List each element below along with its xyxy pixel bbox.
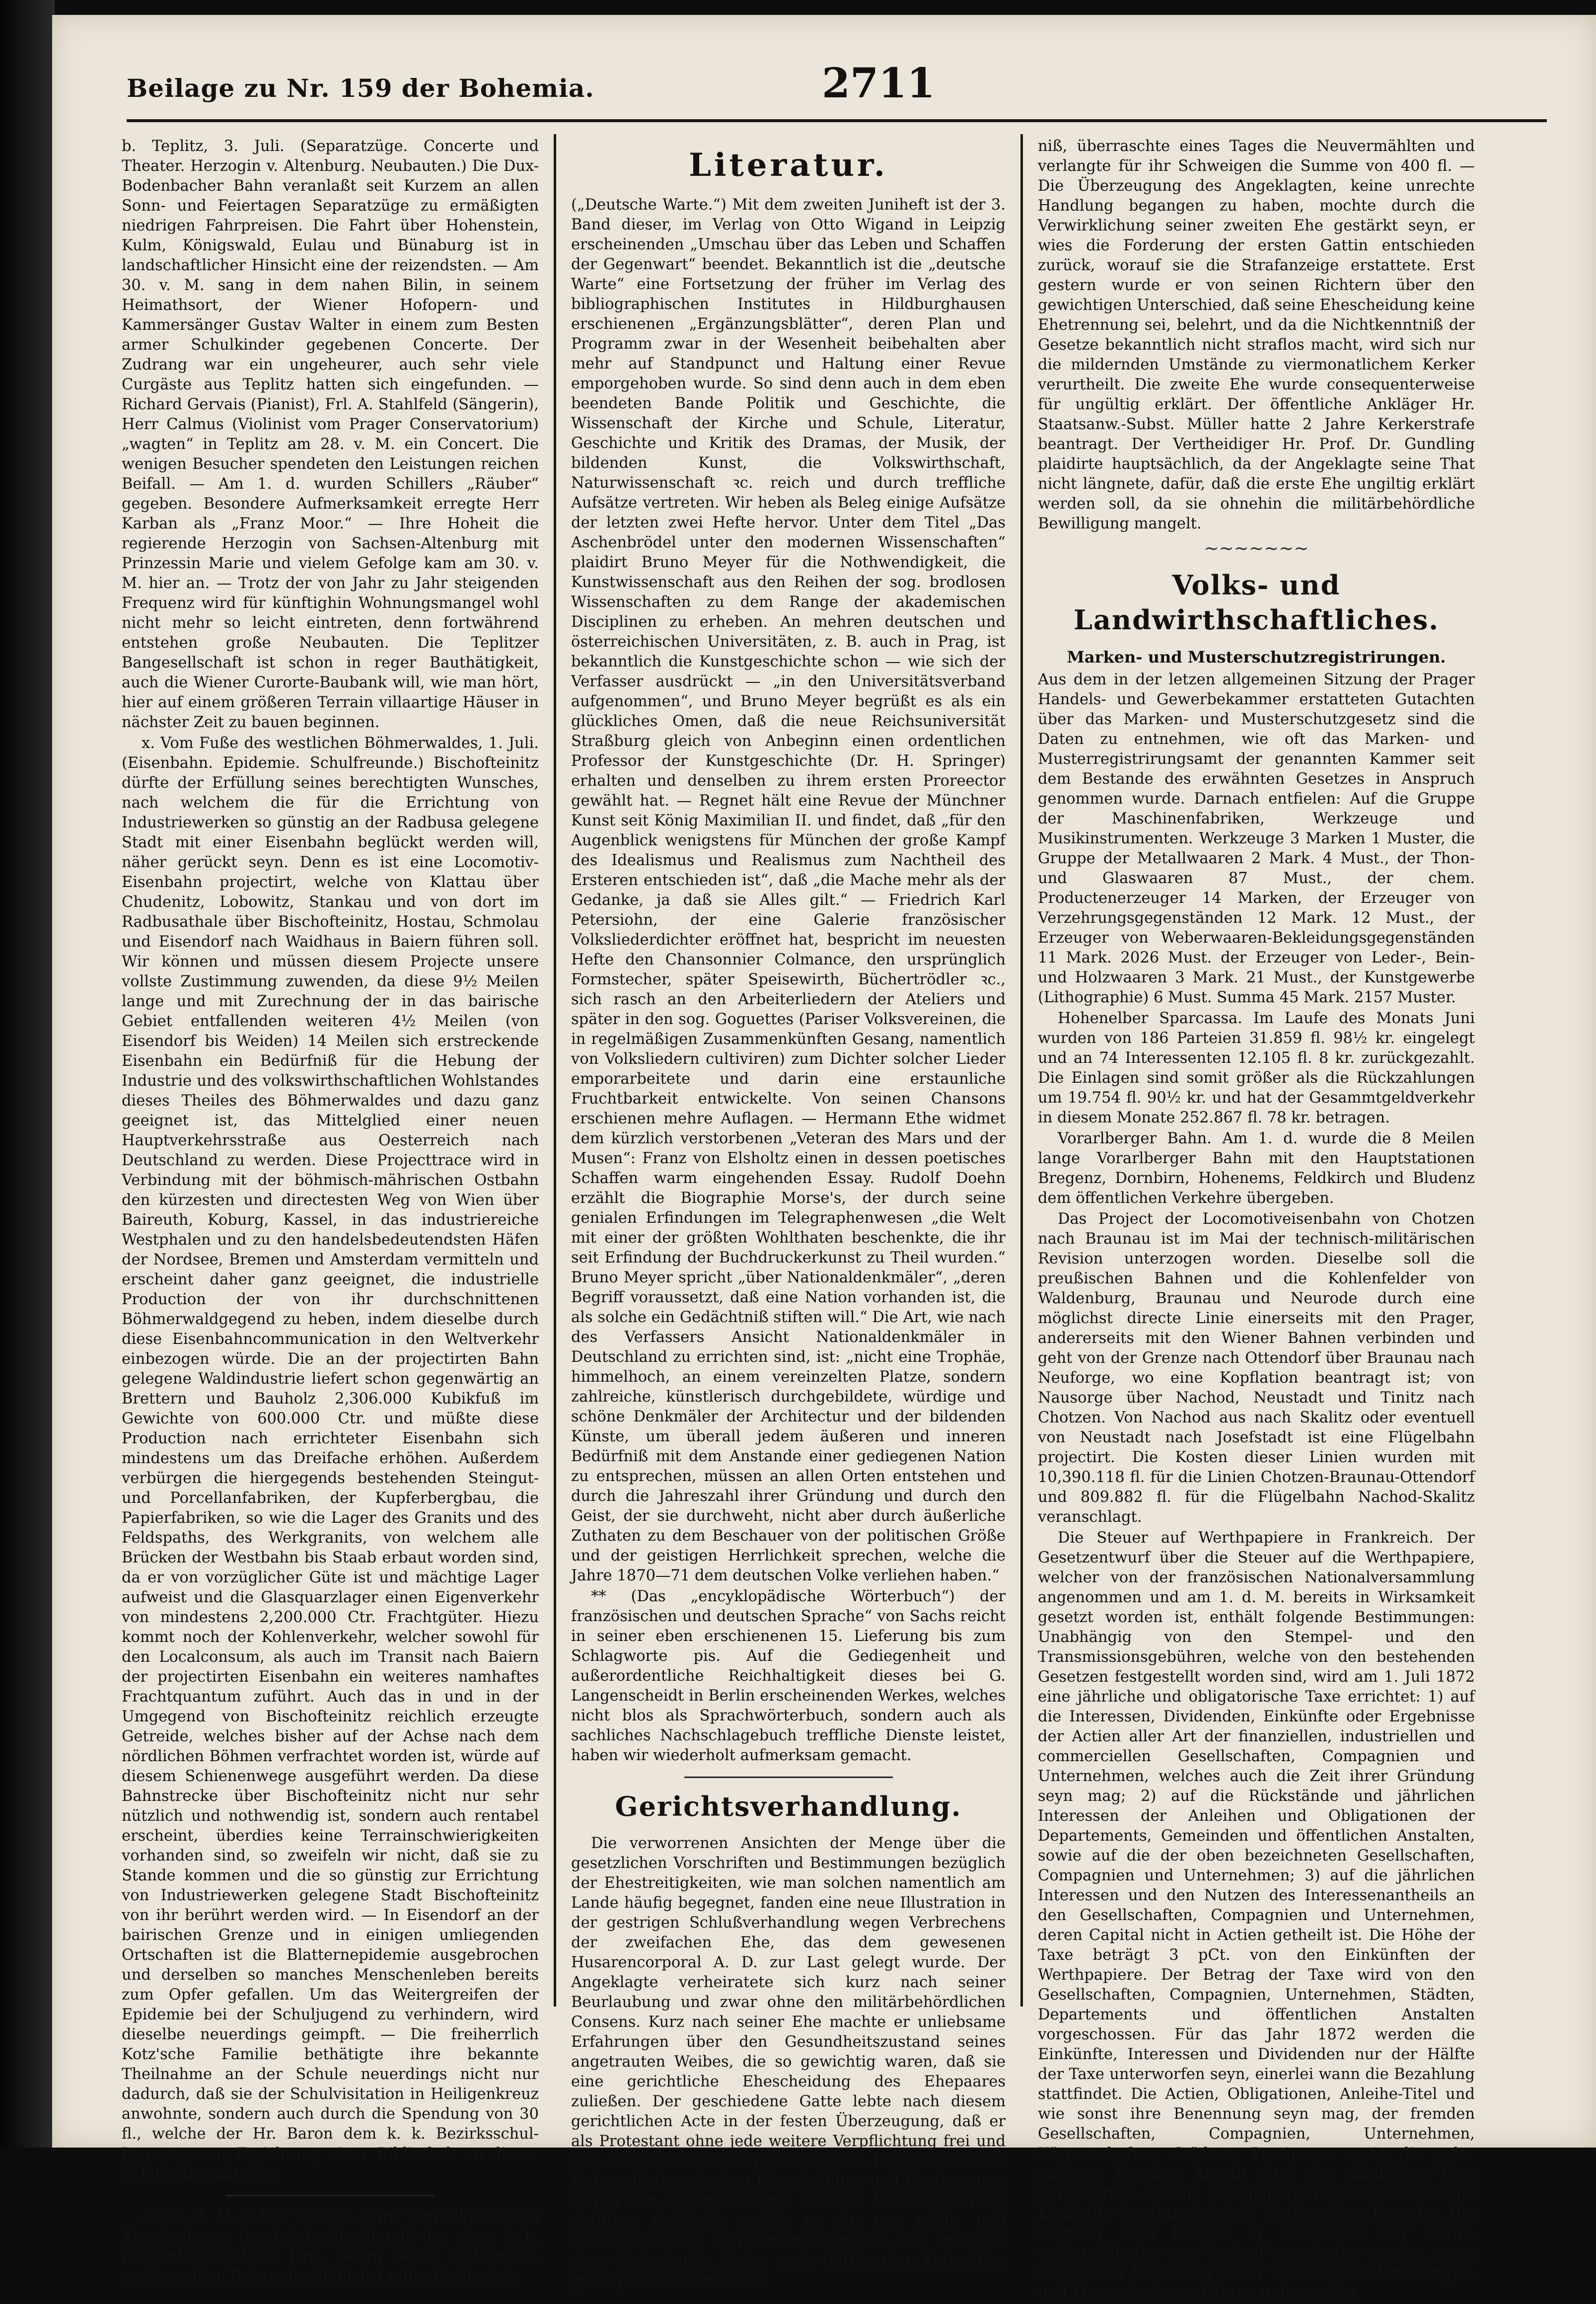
volkswirthschaft-heading: Volks- und Landwirthschaftliches. xyxy=(1073,569,1440,636)
werthpapiere-steuer-report: Die Steuer auf Werthpapiere in Frankreich. Der Gesetzentwurf über die Steuer auf die Werthpapiere, welcher von der französischen Nationalversammlung angenommen und am 1. d. M. bereits in Wirksamkeit gesetzt worden ist, enthält folgende Bestimmungen: Unabhängig von den Stempel- und den Transmissionsgebühren, welche von den bestehenden Gesetzen festgestellt worden sind, wird am 1. Juli 1872 eine jährliche und obligatorische Taxe errichtet: 1) auf die Interessen, Dividenden, Einkünfte oder Ergebnisse der Actien aller Art der finanziellen, industriellen und commerciellen Gesellschaften, Compagnien und Unternehmen, welches auch die Zeit ihrer Gründung seyn mag; 2) auf die Rückstände und jährlichen Interessen der Anleihen und Obligationen der Departements, Gemeinden und öffentlichen Anstalten, sowie auf die der oben bezeichneten Gesellschaften, Compagnien und Unternehmen; 3) auf die jährlichen Interessen und den Nutzen des Interessenantheils an den Gesellschaften, Compagnien und Unternehmen, deren Capital nicht in Actien getheilt ist. Die Höhe der Taxe beträgt 3 pCt. von den Einkünften der Werthpapiere. Der Betrag der Taxe wird von den Gesellschaften, Compagnien, Unternehmen, Städten, Departements und öffentlichen Anstalten vorgeschossen. Für das Jahr 1872 werden die Einkünfte, Interessen und Dividenden nur der Hälfte der Taxe unterworfen seyn, einerlei wann die Bezahlung stattfindet. Die Actien, Obligationen, Anleihe-Titel und wie sonst ihre Benennung seyn mag, der fremden Gesellschaften, Compagnien, Unternehmen, Körperschaften, Städten, Provinzen, sowie die jeder anderen fremden Anstalt sind der nämlichen Taxe unterworfen, welche das gegenwärtige Gesetz auf die Einkünfte der französischen Werthpapiere festsetzt. Die fremden Titel können in Frankreich nur notirt, verhandelt oder zum Verkauf ausgeboten werden, wenn sie sich der Bezahlung dieser Taxen, sowie den Stempel- und Transmissionsgebühren unterwerfen. xyxy=(1038,1529,1475,2302)
vorarlberger-bahn-report: Vorarlberger Bahn. Am 1. d. wurde die 8 Meilen lange Vorarlberger Bahn mit den Hauptstationen Bregenz, Dornbirn, Hohenems, Feldkirch und Bludenz dem öffentlichen Verkehre übergeben. xyxy=(1038,1130,1475,1207)
page-header xyxy=(127,60,1527,114)
scan-border xyxy=(0,0,55,2148)
sparcassa-report: Hohenelber Sparcassa. Im Laufe des Monats Juni wurden von 186 Parteien 31.859 fl. 98½ kr. eingelegt und an 74 Interessenten 12.105 fl. 8 kr. zurückgezahlt. Die Einlagen sind somit größer als die Rückzahlungen um 19.754 fl. 90½ kr. und hat der Gesammtgeldverkehr in diesem Monate 252.867 fl. 78 kr. betragen. xyxy=(1038,1010,1475,1126)
court-report: Die verworrenen Ansichten der Menge über die gesetzlichen Vorschriften und Bestimmungen bezüglich der Ehestreitigkeiten, wie man solchen namentlich am Lande häufig begegnet, fanden eine neue Illustration in der gestrigen Schlußverhandlung wegen Verbrechens der zweifachen Ehe, das dem gewesenen Husarencorporal A. D. zur Last gelegt wurde. Der Angeklagte verheiratete sich kurz nach seiner Beurlaubung und zwar ohne den militärbehördlichen Consens. Kurz nach seiner Ehe machte er unliebsame Erfahrungen über den Gesundheitszustand seines angetrauten Weibes, die so gewichtig waren, daß sie eine gerichtliche Ehescheidung des Ehepaares zuließen. Der geschiedene Gatte lebte nach diesem gerichtlichen Acte in der festen Überzeugung, daß er als Protestant ohne jede weitere Verpflichtung frei und nun eine andere Ehe eingehen könne. Die bedeutenden Unterschiede zwischen Ehescheidung und Ehetrennung waren ihm vollends fremd. Er fand keine Belehrung darüber, vielleicht suchte er sie gar nicht, und verehelichte sich nun zum zweitenmale, und zwar mit einer Protestantin. Seine erste Gattin, eine Katholikin, gelangte hievon in Kennt- xyxy=(571,1835,1006,2289)
newspaper-page xyxy=(52,15,1596,2302)
chotzen-braunau-report: Das Project der Locomotiveisenbahn von Chotzen nach Braunau ist im Mai der technisch-militärischen Revision unterzogen worden. Dieselbe soll die preußischen Bahnen und die Kohlenfelder von Waldenburg, Braunau und Neurode durch eine möglichst directe Linie einerseits mit den Prager, andererseits mit den Wiener Bahnen verbinden und geht von der Grenze nach Ottendorf über Braunau nach Neuforge, wo eine Kopflation beantragt ist; von Nausorge über Nachod, Neustadt und Tinitz nach Chotzen. Von Nachod aus nach Skalitz oder eventuell von Neustadt nach Josefstadt ist eine Flügelbahn projectirt. Die Kosten dieser Linien wurden mit 10,390.118 fl. für die Linien Chotzen-Braunau-Ottendorf und 809.882 fl. für die Flügelbahn Nachod-Skalitz veranschlagt. xyxy=(1038,1210,1475,1526)
section-divider xyxy=(226,2195,435,2196)
court-report-continued: niß, überraschte eines Tages die Neuvermählten und verlangte für ihr Schweigen die Summe von 400 fl. — Die Überzeugung des Angeklagten, keine unrechte Handlung begangen zu haben, mochte durch die Verwirklichung seiner zweiten Ehe gestärkt seyn, er wies die Forderung der ersten Gattin entschieden zurück, worauf sie die Strafanzeige erstattete. Erst gestern wurde er von seinen Richtern über den gewichtigen Unterschied, daß seine Ehescheidung keine Ehetrennung sei, belehrt, und da die Nichtkenntniß der Gesetze bekanntlich nicht straflos macht, wird sich nur die mildernden Umstände zu viermonatlichem Kerker verurtheilt. Die zweite Ehe wurde consequenterweise für ungültig erklärt. Der öffentliche Ankläger Hr. Staatsanw.-Subst. Müller hatte 2 Jahre Kerkerstrafe beantragt. Der Vertheidiger Hr. Prof. Dr. Gundling plaidirte hauptsächlich, da der Angeklagte seine That nicht längnete, dafür, daß die erste Ehe ungiltig erklärt werden soll, da sie ohnehin die militärbehördliche Bewilligung mangelt. xyxy=(1038,138,1475,532)
funeral-notice: Am 5. d. M. 6 Uhr Abends, wird vom allgemeinen Krankenhause das Leichenbegängniß des pens. k. k. Postamtskontrollors Hrn. Georg Selch stattfinden, welches allen Bekannten höflichst mitgetheilt wird. xyxy=(122,2208,539,2285)
deutsche-warte-review: („Deutsche Warte.“) Mit dem zweiten Juniheft ist der 3. Band dieser, im Verlag von Otto Wigand in Leipzig erscheinenden „Umschau über das Leben und Schaffen der Gegenwart“ beendet. Bekanntlich ist die „deutsche Warte“ eine Fortsetzung der früher im Verlag des bibliographischen Institutes in Hildburghausen erschienenen „Ergänzungsblätter“, deren Plan und Programm zwar in der Wesenheit beibehalten aber mehr auf Standpunct und Haltung einer Revue emporgehoben wurde. So sind denn auch in dem eben beendeten Bande Politik und Geschichte, die Wissenschaft der Kirche und Schule, Literatur, Geschichte und Kritik des Dramas, der Musik, der bildenden Kunst, die Volkswirthschaft, Naturwissenschaft ꝛc. reich und durch treffliche Aufsätze vertreten. Wir heben als Beleg einige Aufsätze der letzten zwei Hefte hervor. Unter dem Titel „Das Aschenbrödel unter den modernen Wissenschaften“ plaidirt Bruno Meyer für die Nothwendigkeit, die Kunstwissenschaft aus den Reihen der sog. brodlosen Wissenschaften zu dem Range der akademischen Disciplinen zu erheben. An mehren deutschen und österreichischen Universitäten, z. B. auch in Prag, ist bekanntlich die Kunstgeschichte schon — wie sich der Verfasser ausdrückt — „in den Universitätsverband aufgenommen“, und Bruno Meyer begrüßt es als ein glückliches Omen, daß die neue Reichsuniversität Straßburg gleich von Anbeginn einen ordentlichen Professor der Kunstgeschichte (Dr. H. Springer) erhalten und denselben zu ihrem ersten Proreector gewählt hat. — Regnet hält eine Revue der Münchner Kunst seit König Maximilian II. und findet, daß „für den Augenblick wenigstens für München der große Kampf des Idealismus und Realismus zum Nachtheil des Ersteren entschieden ist“, daß „die Mache mehr als der Gedanke, ja daß sie Alles gilt.“ — Friedrich Karl Petersiohn, der eine Galerie französischer Volksliederdichter eröffnet hat, bespricht im neuesten Hefte den Chansonnier Colmance, den ursprünglich Formstecher, später Speisewirth, Büchertrödler ꝛc., sich rasch an den Arbeiterliedern der Ateliers und später in den sog. Goguettes (Pariser Volksvereinen, die in regelmäßigen Zusammenkünften Gesang, namentlich von Volksliedern cultiviren) zum Dichter solcher Lieder emporarbeitete und darin eine erstaunliche Fruchtbarkeit entwickelte. Von seinen Chansons erschienen mehre Auflagen. — Hermann Ethe widmet dem kürzlich verstorbenen „Veteran des Mars und der Musen“: Franz von Elsholtz einen in dessen poetisches Schaffen warm eingehenden Essay. Rudolf Doehn erzählt die Biographie Morse's, der durch seine genialen Erfindungen im Telegraphenwesen „die Welt mit einer der größten Wohlthaten beschenkte, die ihr seit Erfindung der Buchdruckerkunst zu Theil wurden.“ Bruno Meyer spricht „über Nationaldenkmäler“, „deren Begriff voraussetzt, daß eine Nation vorhanden ist, die als solche ein Gedächtniß stiften will.“ Die Art, wie nach des Verfassers Ansicht Nationaldenkmäler in Deutschland zu errichten sind, ist: „nicht eine Trophäe, himmelhoch, an einem vereinzelten Platze, sondern zahlreiche, künstlerisch durchgebildete, würdige und schöne Denkmäler der Architectur und der bildenden Künste, um überall jedem äußeren und inneren Bedürfniß mit dem Anstande einer gediegenen Nation zu entsprechen, müssen an allen Orten entstehen und durch die Jahreszahl ihrer Gründung und durch den Geist, der sie durchweht, nicht aber durch äußerliche Zuthaten zu dem Beschauer von der politischen Größe und der geistigen Herrlichkeit sprechen, welche die Jahre 1870—71 dem deutschen Volke verliehen haben.“ xyxy=(571,196,1006,1584)
teplitz-report: b. Teplitz, 3. Juli. (Separatzüge. Concerte und Theater. Herzogin v. Altenburg. Neubauten.) Die Dux-Bodenbacher Bahn veranlaßt seit Kurzem an allen Sonn- und Feiertagen Separatzüge zu ermäßigten niedrigen Fahrpreisen. Die Fahrt über Hohenstein, Kulm, Königswald, Eulau und Bünaburg ist in landschaftlicher Hinsicht eine der reizendsten. — Am 30. v. M. sang in dem nahen Bilin, in seinem Heimathsort, der Wiener Hofopern- und Kammersänger Gustav Walter in einem zum Besten armer Schulkinder gegebenen Concerte. Der Zudrang war ein ungeheurer, auch sehr viele Curgäste aus Teplitz hatten sich eingefunden. — Richard Gervais (Pianist), Frl. A. Stahlfeld (Sängerin), Herr Calmus (Violinist vom Prager Conservatorium) „wagten“ in Teplitz am 28. v. M. ein Concert. Die wenigen Besucher spendeten den Leistungen reichen Beifall. — Am 1. d. wurden Schillers „Räuber“ gegeben. Besondere Aufmerksamkeit erregte Herr Karban als „Franz Moor.“ — Ihre Hoheit die regierende Herzogin von Sachsen-Altenburg mit Prinzessin Marie und vielem Gefolge kam am 30. v. M. hier an. — Trotz der von Jahr zu Jahr steigenden Frequenz wird für künftighin Wohnungsmangel wohl nicht mehr so leicht eintreten, denn fortwährend entstehen große Neubauten. Die Teplitzer Bangesellschaft ist schon in reger Bauthätigkeit, auch die Wiener Curorte-Baubank will, wie man hört, hier auf einem größeren Terrain villaartige Häuser in nächster Zeit zu bauen beginnen. xyxy=(122,138,539,731)
column-divider-1 xyxy=(554,134,556,2007)
page-number: 2711 xyxy=(822,60,936,107)
column-1 xyxy=(122,137,539,2288)
section-divider xyxy=(684,1777,893,1778)
column-2 xyxy=(571,137,1006,2292)
column-3 xyxy=(1038,137,1475,2304)
markenschutz-report: Aus dem in der letzen allgemeinen Sitzung der Prager Handels- und Gewerbekammer erstatteten Gutachten über das Marken- und Musterschutzgesetz sind die Daten zu entnehmen, wie oft das Marken- und Musterregistrirungsamt der genannten Kammer seit dem Bestande des erwähnten Gesetzes in Anspruch genommen wurde. Darnach entfielen: Auf die Gruppe der Maschinenfabriken, Werkzeuge und Musikinstrumenten. Werkzeuge 3 Marken 1 Muster, die Gruppe der Metallwaaren 2 Mark. 4 Must., der Thon- und Glaswaaren 87 Must., der chem. Productenerzeuger 14 Marken, der Erzeuger von Verzehrungsgegenständen 12 Mark. 12 Must., der Erzeuger von Weberwaaren-Bekleidungsgegenständen 11 Mark. 2026 Must. der Erzeuger von Leder-, Bein- und Holzwaaren 3 Mark. 21 Must., der Kunstgewerbe (Lithographie) 6 Must. Summa 45 Mark. 2157 Muster. xyxy=(1038,671,1475,1006)
literatur-heading: Literatur. xyxy=(689,147,888,184)
supplement-title: Beilage zu Nr. 159 der Bohemia. xyxy=(127,74,594,103)
woerterbuch-review: ** (Das „encyklopädische Wörterbuch“) der französischen und deutschen Sprache“ von Sachs reicht in seiner eben erschienenen 15. Lieferung bis zum Schlagworte pis. Auf die Gediegenheit und außerordentliche Reichhaltigkeit dieses bei G. Langenscheidt in Berlin erscheinenden Werkes, welches nicht blos als Sprachwörterbuch, sondern auch als sachliches Nachschlagebuch treffliche Dienste leistet, haben wir wiederholt aufmerksam gemacht. xyxy=(571,1588,1006,1764)
ornament-divider: ~~~~~~~ xyxy=(1204,538,1309,559)
boehmerwald-report: x. Vom Fuße des westlichen Böhmerwaldes, 1. Juli. (Eisenbahn. Epidemie. Schulfreunde.) Bischofteinitz dürfte der Erfüllung seines berechtigten Wunsches, nach welchem die für die Errichtung von Industriewerken so günstig an der Radbusa gelegene Stadt mit einer Eisenbahn beglückt werden will, näher gerückt seyn. Denn es ist eine Locomotiv-Eisenbahn projectirt, welche von Klattau über Chudenitz, Lobowitz, Stankau und von dort im Radbusathale über Bischofteinitz, Hostau, Schmolau und Eisendorf nach Waidhaus in Baiern führen soll. Wir können und müssen diesem Projecte unsere vollste Zustimmung zuwenden, da diese 9½ Meilen lange und mit Zurechnung der in das bairische Gebiet entfallenden weiteren 4½ Meilen (von Eisendorf bis Weiden) 14 Meilen sich erstreckende Eisenbahn ein Bedürfniß für die Hebung der Industrie und des volkswirthschaftlichen Wohlstandes dieses Theiles des Böhmerwaldes und dazu ganz geeignet ist, das Mittelglied einer neuen Hauptverkehrsstraße aus Oesterreich nach Deutschland zu werden. Diese Projecttrace wird in Verbindung mit der böhmisch-mährischen Ostbahn den kürzesten und directesten Weg von Wien über Baireuth, Koburg, Kassel, in das industriereiche Westphalen und zu den handelsbedeutendsten Häfen der Nordsee, Bremen und Amsterdam vermitteln und erscheint daher ganz geeignet, die industrielle Production der von ihr durchschnittenen Böhmerwaldgegend zu heben, indem dieselbe durch diese Eisenbahncommunication in den Weltverkehr einbezogen würde. Die an der projectirten Bahn gelegene Waldindustrie liefert schon gegenwärtig an Brettern und Bauholz 2,306.000 Kubikfuß im Gewichte von 600.000 Ctr. und müßte diese Production nach errichteter Eisenbahn sich mindestens um das Dreifache erhöhen. Außerdem verbürgen die hiergegends bestehenden Steingut- und Porcellanfabriken, der Kupferbergbau, die Papierfabriken, so wie die Lager des Granits und des Feldspaths, des Werkgranits, von welchem alle Brücken der Westbahn bis Staab erbaut worden sind, da er von vorzüglicher Güte ist und mächtige Lager aufweist und die Glasquarzlager einen Eigenverkehr von mindestens 2,200.000 Ctr. Frachtgüter. Hiezu kommt noch der Kohlenverkehr, welcher sowohl für den Localconsum, als auch im Transit nach Baiern der projectirten Eisenbahn ein weiteres namhaftes Frachtquantum zuführt. Auch das in und in der Umgegend von Bischofteinitz reichlich erzeugte Getreide, welches bisher auf der Achse nach dem nördlichen Böhmen verfrachtet worden ist, würde auf diesem Schienenwege ausgeführt werden. Da diese Bahnstrecke über Bischofteinitz nicht nur sehr nützlich und nothwendig ist, sondern auch rentabel erscheint, überdies keine Terrainschwierigkeiten vorhanden sind, so zweifeln wir nicht, daß sie zu Stande kommen und die so günstig zur Errichtung von Industriewerken gelegene Stadt Bischofteinitz von ihr berührt werden wird. — In Eisendorf an der bairischen Grenze und in einigen umliegenden Ortschaften ist die Blatternepidemie ausgebrochen und derselben so manches Menschenleben bereits zum Opfer gefallen. Um das Weitergreifen der Epidemie bei der Schuljugend zu verhindern, wird dieselbe neuerdings geimpft. — Die freiherrlich Kotz'sche Familie bethätigte ihre bekannte Theilnahme an der Schule neuerdings nicht nur dadurch, daß sie der Schulvisitation in Heiligenkreuz anwohnte, sondern auch durch die Spendung von 30 fl., welche der Hr. Baron dem k. k. Bezirksschul-Inspector zur Errichtung einer Bibliothek an dieser Schule übermittelte. xyxy=(122,735,539,2182)
markenschutz-subheading: Marken- und Musterschutzregistrirungen. xyxy=(1067,648,1446,667)
gerichtsverhandlung-heading: Gerichtsverhandlung. xyxy=(615,1790,962,1822)
header-rule xyxy=(127,119,1547,122)
column-divider-2 xyxy=(1020,134,1023,2007)
